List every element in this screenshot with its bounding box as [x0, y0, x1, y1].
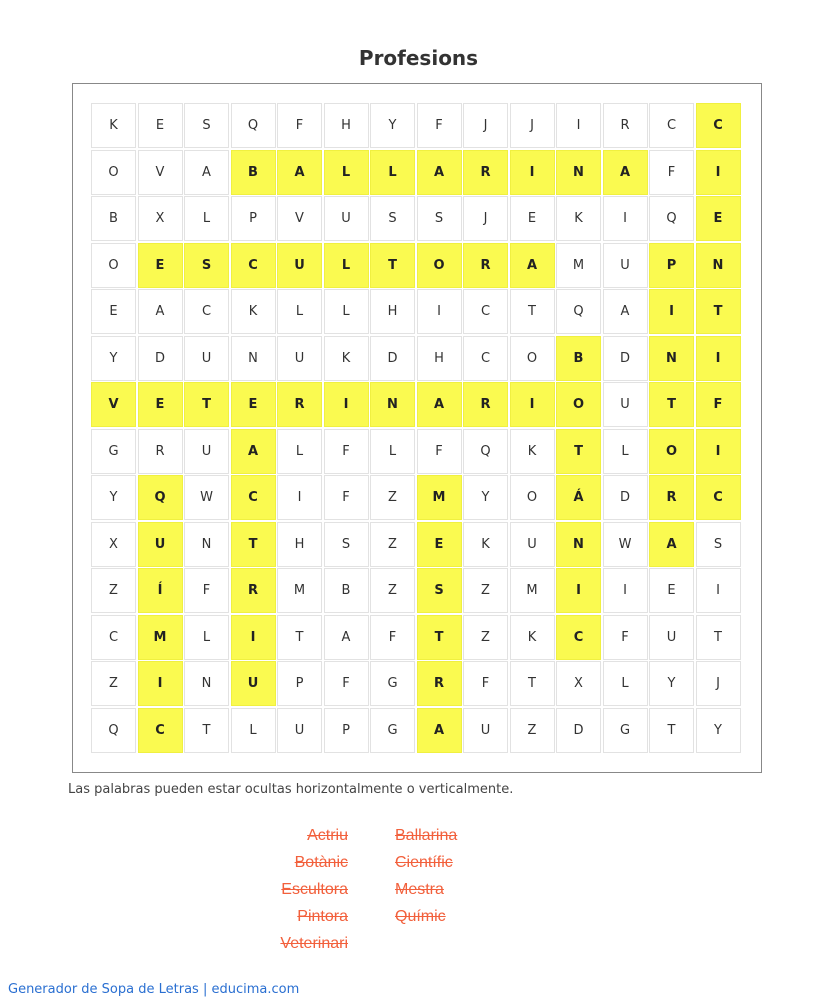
grid-cell[interactable]: A	[138, 289, 183, 334]
grid-cell[interactable]: A	[231, 429, 276, 474]
grid-cell[interactable]: S	[184, 103, 229, 148]
grid-cell[interactable]: Q	[556, 289, 601, 334]
grid-cell[interactable]: U	[324, 196, 369, 241]
grid-cell[interactable]: N	[370, 382, 415, 427]
grid-cell[interactable]: E	[510, 196, 555, 241]
grid-cell[interactable]: O	[510, 475, 555, 520]
grid-cell[interactable]: U	[603, 382, 648, 427]
grid-cell[interactable]: Q	[649, 196, 694, 241]
grid-cell[interactable]: K	[510, 429, 555, 474]
word-item: Escultora	[281, 881, 348, 898]
grid-cell[interactable]: Y	[696, 708, 741, 753]
grid-cell[interactable]: R	[463, 382, 508, 427]
grid-cell[interactable]: H	[277, 522, 322, 567]
grid-cell[interactable]: U	[463, 708, 508, 753]
grid-cell[interactable]: M	[510, 568, 555, 613]
grid-cell[interactable]: N	[231, 336, 276, 381]
grid-cell[interactable]: U	[603, 243, 648, 288]
grid-cell[interactable]: G	[91, 429, 136, 474]
grid-cell[interactable]: D	[556, 708, 601, 753]
grid-cell[interactable]: D	[138, 336, 183, 381]
grid-cell[interactable]: X	[138, 196, 183, 241]
grid-cell[interactable]: I	[277, 475, 322, 520]
grid-cell[interactable]: H	[417, 336, 462, 381]
grid-cell[interactable]: N	[184, 661, 229, 706]
grid-cell[interactable]: C	[184, 289, 229, 334]
grid-cell[interactable]: I	[603, 196, 648, 241]
grid-cell[interactable]: D	[370, 336, 415, 381]
grid-cell[interactable]: L	[324, 289, 369, 334]
word-item: Botànic	[294, 854, 348, 871]
grid-cell[interactable]: C	[696, 475, 741, 520]
grid-cell[interactable]: Z	[370, 568, 415, 613]
grid-cell[interactable]: G	[370, 661, 415, 706]
grid-cell[interactable]: Z	[370, 522, 415, 567]
grid-cell[interactable]: I	[138, 661, 183, 706]
grid-cell[interactable]: I	[696, 568, 741, 613]
letter-grid	[91, 103, 741, 753]
grid-cell[interactable]: I	[510, 382, 555, 427]
grid-cell[interactable]: S	[324, 522, 369, 567]
grid-cell[interactable]: L	[370, 429, 415, 474]
grid-cell[interactable]: N	[696, 243, 741, 288]
word-list	[0, 826, 837, 956]
grid-cell[interactable]: E	[138, 103, 183, 148]
grid-cell[interactable]: O	[417, 243, 462, 288]
word-list-right-column	[395, 826, 457, 934]
grid-cell[interactable]: C	[649, 103, 694, 148]
grid-cell[interactable]: L	[231, 708, 276, 753]
grid-cell[interactable]: T	[649, 382, 694, 427]
grid-cell[interactable]: C	[463, 336, 508, 381]
grid-cell[interactable]: T	[696, 289, 741, 334]
puzzle-title: Profesions	[358, 46, 479, 70]
grid-cell[interactable]: U	[649, 615, 694, 660]
grid-cell[interactable]: X	[556, 661, 601, 706]
grid-cell[interactable]: J	[463, 103, 508, 148]
grid-cell[interactable]: U	[277, 708, 322, 753]
grid-cell[interactable]: L	[324, 150, 369, 195]
grid-cell[interactable]: T	[510, 289, 555, 334]
grid-cell[interactable]: L	[603, 429, 648, 474]
grid-cell[interactable]: E	[138, 382, 183, 427]
grid-cell[interactable]: B	[231, 150, 276, 195]
grid-cell[interactable]: A	[603, 289, 648, 334]
grid-cell[interactable]: F	[277, 103, 322, 148]
grid-cell[interactable]: M	[277, 568, 322, 613]
grid-cell[interactable]: R	[277, 382, 322, 427]
grid-cell[interactable]: A	[417, 382, 462, 427]
grid-cell[interactable]: T	[556, 429, 601, 474]
grid-cell[interactable]: I	[231, 615, 276, 660]
grid-cell[interactable]: C	[463, 289, 508, 334]
grid-cell[interactable]: B	[324, 568, 369, 613]
grid-cell[interactable]: T	[370, 243, 415, 288]
grid-cell[interactable]: I	[603, 568, 648, 613]
grid-cell[interactable]: N	[184, 522, 229, 567]
word-item: Químic	[395, 908, 446, 925]
grid-cell[interactable]: I	[556, 568, 601, 613]
grid-cell[interactable]: A	[277, 150, 322, 195]
grid-cell[interactable]: J	[696, 661, 741, 706]
grid-cell[interactable]: U	[510, 522, 555, 567]
grid-cell[interactable]: T	[277, 615, 322, 660]
grid-cell[interactable]: S	[417, 568, 462, 613]
grid-cell[interactable]: Y	[463, 475, 508, 520]
grid-cell[interactable]: A	[417, 708, 462, 753]
grid-cell[interactable]: Y	[91, 475, 136, 520]
grid-cell[interactable]: R	[463, 243, 508, 288]
grid-cell[interactable]: R	[463, 150, 508, 195]
grid-cell[interactable]: C	[138, 708, 183, 753]
grid-cell[interactable]: F	[417, 103, 462, 148]
grid-cell[interactable]: I	[649, 289, 694, 334]
grid-cell[interactable]: N	[649, 336, 694, 381]
grid-cell[interactable]: E	[696, 196, 741, 241]
grid-cell[interactable]: P	[231, 196, 276, 241]
grid-cell[interactable]: V	[138, 150, 183, 195]
generator-footer-link[interactable]: Generador de Sopa de Letras | educima.com	[8, 982, 300, 997]
grid-cell[interactable]: H	[370, 289, 415, 334]
grid-cell[interactable]: F	[370, 615, 415, 660]
grid-cell[interactable]: L	[277, 289, 322, 334]
grid-cell[interactable]: R	[231, 568, 276, 613]
grid-cell[interactable]: M	[417, 475, 462, 520]
word-item: Mestra	[395, 881, 444, 898]
grid-cell[interactable]: T	[184, 382, 229, 427]
grid-cell[interactable]: M	[138, 615, 183, 660]
grid-cell[interactable]: B	[556, 336, 601, 381]
grid-cell[interactable]: L	[184, 196, 229, 241]
word-item: Actriu	[307, 827, 348, 844]
grid-cell[interactable]: A	[417, 150, 462, 195]
word-item: Científic	[395, 854, 453, 871]
grid-cell[interactable]: R	[417, 661, 462, 706]
grid-cell[interactable]: I	[324, 382, 369, 427]
grid-cell[interactable]: Q	[463, 429, 508, 474]
grid-cell[interactable]: O	[510, 336, 555, 381]
grid-cell[interactable]: C	[556, 615, 601, 660]
grid-cell[interactable]: U	[277, 336, 322, 381]
grid-cell[interactable]: T	[417, 615, 462, 660]
grid-cell[interactable]: I	[696, 150, 741, 195]
grid-cell[interactable]: P	[324, 708, 369, 753]
grid-cell[interactable]: P	[277, 661, 322, 706]
grid-cell[interactable]: A	[649, 522, 694, 567]
grid-cell[interactable]: I	[696, 429, 741, 474]
grid-cell[interactable]: U	[184, 336, 229, 381]
grid-cell[interactable]: T	[696, 615, 741, 660]
grid-cell[interactable]: S	[184, 243, 229, 288]
grid-cell[interactable]: F	[324, 475, 369, 520]
grid-cell[interactable]: C	[696, 103, 741, 148]
grid-cell[interactable]: U	[231, 661, 276, 706]
grid-cell[interactable]: O	[91, 150, 136, 195]
grid-cell[interactable]: U	[138, 522, 183, 567]
grid-cell[interactable]: K	[510, 615, 555, 660]
grid-cell[interactable]: Q	[138, 475, 183, 520]
grid-cell[interactable]: G	[370, 708, 415, 753]
grid-cell[interactable]: Z	[370, 475, 415, 520]
word-item: Pintora	[297, 908, 348, 925]
grid-cell[interactable]: Á	[556, 475, 601, 520]
grid-cell[interactable]: K	[91, 103, 136, 148]
grid-cell[interactable]: L	[603, 661, 648, 706]
grid-cell[interactable]: H	[324, 103, 369, 148]
grid-cell[interactable]: T	[649, 708, 694, 753]
grid-cell[interactable]: Z	[463, 615, 508, 660]
grid-cell[interactable]: F	[417, 429, 462, 474]
grid-cell[interactable]: T	[231, 522, 276, 567]
grid-cell[interactable]: O	[556, 382, 601, 427]
grid-cell[interactable]: C	[91, 615, 136, 660]
grid-cell[interactable]: D	[603, 475, 648, 520]
grid-cell[interactable]: N	[556, 150, 601, 195]
grid-cell[interactable]: Z	[463, 568, 508, 613]
grid-cell[interactable]: S	[696, 522, 741, 567]
grid-cell[interactable]: I	[417, 289, 462, 334]
grid-cell[interactable]: Z	[91, 661, 136, 706]
word-list-left-column	[280, 826, 348, 961]
grid-cell[interactable]: E	[417, 522, 462, 567]
grid-cell[interactable]: Z	[91, 568, 136, 613]
grid-cell[interactable]: N	[556, 522, 601, 567]
grid-cell[interactable]: Í	[138, 568, 183, 613]
grid-cell[interactable]: B	[91, 196, 136, 241]
grid-cell[interactable]: L	[324, 243, 369, 288]
grid-cell[interactable]: F	[324, 661, 369, 706]
grid-cell[interactable]: Q	[231, 103, 276, 148]
grid-cell[interactable]: I	[510, 150, 555, 195]
grid-cell[interactable]: G	[603, 708, 648, 753]
grid-cell[interactable]: K	[463, 522, 508, 567]
grid-cell[interactable]: W	[603, 522, 648, 567]
grid-cell[interactable]: F	[696, 382, 741, 427]
grid-cell[interactable]: F	[649, 150, 694, 195]
grid-cell[interactable]: Y	[91, 336, 136, 381]
grid-cell[interactable]: I	[556, 103, 601, 148]
word-item: Veterinari	[280, 935, 348, 952]
grid-cell[interactable]: L	[184, 615, 229, 660]
grid-cell[interactable]: U	[277, 243, 322, 288]
grid-cell[interactable]: L	[370, 150, 415, 195]
grid-cell[interactable]: Y	[370, 103, 415, 148]
grid-cell[interactable]: O	[649, 429, 694, 474]
grid-cell[interactable]: A	[510, 243, 555, 288]
grid-cell[interactable]: Z	[510, 708, 555, 753]
grid-cell[interactable]: E	[231, 382, 276, 427]
grid-cell[interactable]: E	[649, 568, 694, 613]
grid-cell[interactable]: F	[324, 429, 369, 474]
grid-cell[interactable]: W	[184, 475, 229, 520]
grid-cell[interactable]: S	[370, 196, 415, 241]
grid-cell[interactable]: P	[649, 243, 694, 288]
grid-cell[interactable]: C	[231, 243, 276, 288]
grid-cell[interactable]: F	[463, 661, 508, 706]
grid-cell[interactable]: Q	[91, 708, 136, 753]
grid-cell[interactable]: E	[138, 243, 183, 288]
grid-cell[interactable]: U	[184, 429, 229, 474]
grid-cell[interactable]: T	[184, 708, 229, 753]
grid-cell[interactable]: A	[324, 615, 369, 660]
grid-cell[interactable]: R	[649, 475, 694, 520]
grid-cell[interactable]: I	[696, 336, 741, 381]
grid-cell[interactable]: S	[417, 196, 462, 241]
grid-cell[interactable]: J	[510, 103, 555, 148]
grid-cell[interactable]: A	[603, 150, 648, 195]
grid-cell[interactable]: R	[138, 429, 183, 474]
grid-cell[interactable]: K	[556, 196, 601, 241]
grid-cell[interactable]: T	[510, 661, 555, 706]
grid-cell[interactable]: K	[231, 289, 276, 334]
grid-cell[interactable]: V	[91, 382, 136, 427]
grid-cell[interactable]: D	[603, 336, 648, 381]
grid-cell[interactable]: J	[463, 196, 508, 241]
grid-cell[interactable]: E	[91, 289, 136, 334]
grid-cell[interactable]: R	[603, 103, 648, 148]
word-item: Ballarina	[395, 827, 458, 844]
grid-cell[interactable]: Y	[649, 661, 694, 706]
grid-cell[interactable]: L	[277, 429, 322, 474]
grid-cell[interactable]: O	[91, 243, 136, 288]
grid-cell[interactable]: A	[184, 150, 229, 195]
instructions-text: Las palabras pueden estar ocultas horizontalmente o verticalmente.	[68, 782, 514, 797]
grid-cell[interactable]: M	[556, 243, 601, 288]
grid-cell[interactable]: C	[231, 475, 276, 520]
grid-cell[interactable]: K	[324, 336, 369, 381]
grid-cell[interactable]: F	[184, 568, 229, 613]
grid-cell[interactable]: F	[603, 615, 648, 660]
grid-cell[interactable]: V	[277, 196, 322, 241]
grid-cell[interactable]: X	[91, 522, 136, 567]
